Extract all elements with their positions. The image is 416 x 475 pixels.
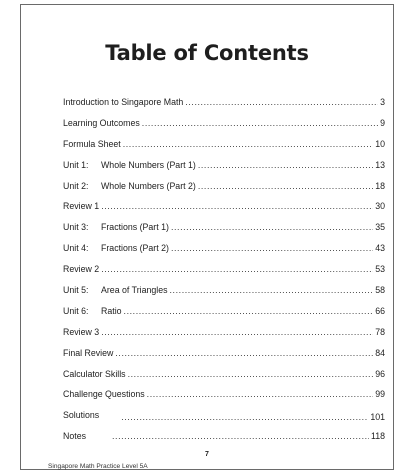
toc-entry: [63, 285, 385, 306]
toc-entry-label: Review 3: [63, 326, 100, 337]
toc-entry: [63, 306, 385, 327]
toc-entry-page: 30: [375, 201, 385, 212]
toc-entry: [63, 410, 385, 431]
toc-entry-label: Unit 3: Fractions (Part 1): [63, 222, 169, 233]
toc-entry-page: 96: [375, 368, 385, 379]
toc-entry-page: 66: [375, 305, 385, 316]
toc-entry: [63, 264, 385, 285]
toc-entry-page: 43: [375, 243, 385, 254]
toc-entry-page: 78: [375, 326, 385, 337]
toc-entry-page: 3: [380, 97, 385, 107]
toc-entry: [63, 181, 385, 202]
toc-entry: [63, 327, 385, 348]
toc-entry-page: 35: [375, 222, 385, 233]
toc-entry-label: Review 2: [63, 264, 100, 275]
toc-entry: [63, 348, 385, 369]
dot-leader: [124, 306, 374, 316]
toc-entry-page: 99: [375, 389, 385, 400]
toc-entry: [63, 389, 385, 410]
dot-leader: [121, 412, 368, 422]
toc-entry-label: Learning Outcomes: [63, 117, 140, 128]
document-page: [20, 4, 394, 470]
toc-entry: [63, 243, 385, 264]
dot-leader: [142, 118, 378, 128]
dot-leader: [171, 243, 373, 253]
page-title: Table of Contents: [105, 41, 309, 65]
dot-leader: [101, 264, 373, 274]
page-number: 7: [205, 451, 209, 458]
toc-entry-page: 9: [380, 117, 385, 128]
toc-unit-number: Unit 1:: [63, 159, 89, 170]
dot-leader: [198, 181, 373, 191]
toc-entry: [63, 431, 385, 452]
toc-entry-label: Formula Sheet: [63, 138, 121, 149]
toc-entry: [63, 97, 385, 118]
dot-leader: [170, 285, 374, 295]
table-of-contents: [63, 97, 385, 452]
toc-entry-label: Unit 4: Fractions (Part 2): [63, 243, 169, 254]
toc-entry-page: 13: [375, 159, 385, 170]
toc-unit-number: Unit 6:: [63, 305, 89, 316]
toc-entry-page: 101: [370, 412, 385, 423]
dot-leader: [112, 431, 369, 441]
toc-entry-label: Introduction to Singapore Math: [63, 97, 184, 107]
dot-leader: [115, 348, 373, 358]
toc-entry-page: 118: [370, 431, 385, 442]
toc-entry: [63, 201, 385, 222]
dot-leader: [123, 139, 374, 149]
toc-unit-number: Unit 5:: [63, 285, 89, 296]
toc-entry-page: 58: [375, 285, 385, 296]
toc-entry: [63, 139, 385, 160]
toc-entry: [63, 160, 385, 181]
toc-entry-label: Unit 6: Ratio: [63, 305, 122, 316]
toc-unit-number: Unit 2:: [63, 180, 89, 191]
dot-leader: [128, 369, 374, 379]
toc-entry-label: Final Review: [63, 347, 114, 358]
dot-leader: [101, 327, 373, 337]
toc-entry-label: Challenge Questions: [63, 389, 145, 400]
toc-entry-label: Review 1: [63, 201, 100, 212]
dot-leader: [185, 97, 378, 107]
book-title-footer: Singapore Math Practice Level 5A: [48, 463, 148, 470]
dot-leader: [101, 201, 373, 211]
toc-entry-label: Unit 2: Whole Numbers (Part 2): [63, 180, 196, 191]
toc-entry-label: Solutions: [63, 410, 100, 421]
toc-entry-page: 84: [375, 347, 385, 358]
toc-entry-page: 18: [375, 180, 385, 191]
toc-entry-label: Notes: [63, 431, 86, 442]
toc-unit-number: Unit 3:: [63, 222, 89, 233]
toc-entry-label: Unit 5: Area of Triangles: [63, 285, 168, 296]
toc-unit-number: Unit 4:: [63, 243, 89, 254]
toc-entry-page: 10: [375, 138, 385, 149]
dot-leader: [147, 389, 374, 399]
dot-leader: [198, 160, 373, 170]
toc-entry: [63, 222, 385, 243]
toc-entry-label: Calculator Skills: [63, 368, 126, 379]
toc-entry: [63, 118, 385, 139]
toc-entry-page: 53: [375, 264, 385, 275]
dot-leader: [171, 222, 373, 232]
toc-entry-label: Unit 1: Whole Numbers (Part 1): [63, 159, 196, 170]
toc-entry: [63, 369, 385, 390]
